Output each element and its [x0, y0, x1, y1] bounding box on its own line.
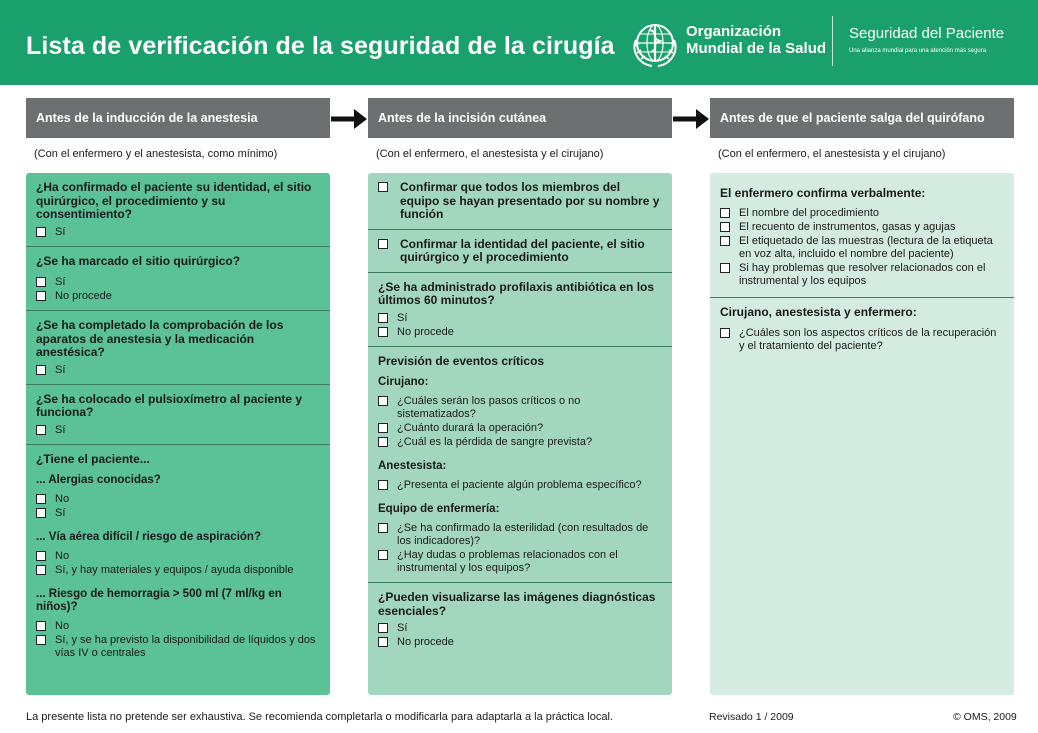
section-question: ¿Tiene el paciente... — [36, 451, 150, 466]
checklist-section — [368, 583, 672, 656]
option-label: Sí — [55, 423, 66, 436]
checklist-section — [26, 445, 330, 668]
checklist-option[interactable] — [720, 207, 1004, 220]
checkbox-icon[interactable] — [378, 423, 388, 433]
option-label: Confirmar la identidad del paciente, el sitio quirúrgico y el procedimiento — [400, 236, 645, 264]
option-label: Sí — [55, 225, 66, 238]
who-emblem-icon — [628, 16, 682, 70]
checklist-section — [710, 298, 1014, 361]
checklist-section — [26, 311, 330, 385]
option-label: ¿Cuánto durará la operación? — [397, 422, 544, 434]
page-header — [0, 0, 1038, 85]
who-name-line2: Mundial de la Salud — [686, 40, 827, 57]
checkbox-icon[interactable] — [36, 551, 46, 561]
checklist-column-exit — [710, 173, 1014, 695]
option-label: Sí, y hay materiales y equipos / ayuda disponible — [55, 564, 294, 576]
checklist-option[interactable] — [36, 620, 320, 633]
checkbox-icon[interactable] — [378, 480, 388, 490]
checklist-option[interactable] — [720, 221, 1004, 234]
checkbox-icon[interactable] — [378, 327, 388, 337]
option-label: Sí — [55, 276, 66, 288]
header-divider — [832, 16, 833, 66]
checkbox-icon[interactable] — [378, 637, 388, 647]
section-question: ¿Se ha marcado el sitio quirúrgico? — [36, 253, 241, 268]
option-label: Si hay problemas que resolver relacionados con el instrumental y los equipos — [739, 261, 986, 287]
checklist-option[interactable] — [36, 424, 320, 437]
checklist-option[interactable] — [36, 226, 320, 239]
section-question: ¿Se ha colocado el pulsioxímetro al paciente y funciona? — [36, 391, 303, 419]
checkbox-icon[interactable] — [720, 208, 730, 218]
checkbox-icon[interactable] — [720, 236, 730, 246]
section-question: ¿Ha confirmado el paciente su identidad, el sitio quirúrgico, el procedimiento y su consentimiento? — [36, 180, 312, 221]
footer-note: La presente lista no pretende ser exhaustiva. Se recomienda completarla o modificarla para adaptarla a la práctica local. — [26, 711, 613, 723]
checkbox-icon[interactable] — [36, 508, 46, 518]
column-participants-exit: (Con el enfermero, el anestesista y el cirujano) — [718, 148, 946, 160]
checkbox-icon[interactable] — [36, 635, 46, 645]
checkbox-icon[interactable] — [378, 239, 388, 249]
column-heading-induction: Antes de la inducción de la anestesia — [26, 98, 330, 138]
subgroup-label: Anestesista: — [378, 460, 447, 472]
checklist-section — [368, 347, 672, 584]
checklist-option[interactable] — [36, 364, 320, 377]
subgroup-label: ... Vía aérea difícil / riesgo de aspiración? — [36, 531, 261, 543]
checkbox-icon[interactable] — [378, 182, 388, 192]
checkbox-icon[interactable] — [36, 565, 46, 575]
section-question: El enfermero confirma verbalmente: — [720, 186, 926, 200]
checklist-section — [26, 385, 330, 445]
checkbox-icon[interactable] — [378, 523, 388, 533]
checkbox-icon[interactable] — [36, 494, 46, 504]
checklist-section — [368, 230, 672, 273]
subgroup-label: ... Riesgo de hemorragia > 500 ml (7 ml/kg en niños)? — [36, 588, 282, 613]
option-label: Sí — [55, 507, 66, 519]
checklist-option[interactable] — [378, 312, 662, 325]
checkbox-icon[interactable] — [36, 291, 46, 301]
patient-safety-title: Seguridad del Paciente — [849, 25, 1005, 42]
checklist-option[interactable] — [378, 522, 662, 548]
checkbox-icon[interactable] — [720, 263, 730, 273]
checkbox-icon[interactable] — [36, 227, 46, 237]
checklist-option[interactable] — [378, 436, 662, 449]
option-label: No — [55, 550, 70, 562]
checkbox-icon[interactable] — [378, 396, 388, 406]
checklist-option[interactable] — [378, 238, 662, 265]
checkbox-icon[interactable] — [378, 313, 388, 323]
patient-safety-tagline: Una alianza mundial para una atención más segura — [849, 48, 987, 54]
option-label: Sí — [397, 311, 408, 324]
checklist-option[interactable] — [36, 290, 320, 303]
option-label: El nombre del procedimiento — [739, 206, 880, 219]
subgroup-label: ... Alergias conocidas? — [36, 474, 161, 486]
checkbox-icon[interactable] — [378, 623, 388, 633]
checklist-option[interactable] — [36, 493, 320, 506]
option-label: ¿Cuáles son los aspectos críticos de la recuperación y el tratamiento del paciente? — [739, 327, 997, 352]
subgroup-label: Equipo de enfermería: — [378, 503, 500, 515]
option-label: No procede — [397, 636, 454, 648]
section-question: ¿Se ha completado la comprobación de los aparatos de anestesia y la medicación anestésica? — [36, 318, 284, 359]
section-question: ¿Se ha administrado profilaxis antibiótica en los últimos 60 minutos? — [378, 279, 655, 307]
checklist-section — [368, 273, 672, 347]
checklist-column-incision — [368, 173, 672, 695]
checklist-option[interactable] — [378, 549, 662, 575]
who-name — [686, 23, 826, 57]
checkbox-icon[interactable] — [36, 621, 46, 631]
checklist-option[interactable] — [36, 550, 320, 563]
checklist-option[interactable] — [378, 622, 662, 635]
checklist-option[interactable] — [720, 327, 1004, 353]
section-question: ¿Pueden visualizarse las imágenes diagnósticas esenciales? — [378, 590, 656, 618]
option-label: ¿Presenta el paciente algún problema específico? — [397, 479, 642, 491]
option-label: El recuento de instrumentos, gasas y agujas — [739, 220, 956, 233]
checklist-option[interactable] — [378, 422, 662, 435]
checklist-section — [26, 173, 330, 247]
option-label: Sí — [397, 622, 408, 634]
checkbox-icon[interactable] — [378, 550, 388, 560]
checklist-option[interactable] — [378, 181, 662, 222]
option-label: No procede — [55, 290, 112, 302]
checklist-option[interactable] — [36, 507, 320, 520]
checkbox-icon[interactable] — [378, 437, 388, 447]
column-participants-incision: (Con el enfermero, el anestesista y el cirujano) — [376, 148, 604, 160]
option-label: Confirmar que todos los miembros del equipo se hayan presentado por su nombre y función — [400, 180, 660, 221]
checklist-section — [710, 173, 1014, 298]
checklist-option[interactable] — [720, 262, 1004, 288]
checklist-column-induction — [26, 173, 330, 695]
option-label: Sí, y se ha previsto la disponibilidad de líquidos y dos vías IV o centrales — [55, 634, 316, 659]
checklist-option[interactable] — [378, 636, 662, 649]
footer-copyright: © OMS, 2009 — [953, 711, 1017, 723]
option-label: No — [55, 493, 70, 505]
checkbox-icon[interactable] — [720, 222, 730, 232]
checkbox-icon[interactable] — [720, 328, 730, 338]
checklist-section — [368, 173, 672, 230]
checklist-option[interactable] — [378, 479, 662, 492]
section-question: Previsión de eventos críticos — [378, 353, 545, 368]
arrow-right-icon — [672, 108, 710, 130]
option-label: ¿Hay dudas o problemas relacionados con el instrumental y los equipos? — [397, 549, 618, 574]
checklist-option[interactable] — [36, 564, 320, 577]
footer-revision: Revisado 1 / 2009 — [709, 711, 794, 723]
option-label: ¿Cuál es la pérdida de sangre prevista? — [397, 436, 593, 448]
option-label: ¿Se ha confirmado la esterilidad (con resultados de los indicadores)? — [397, 522, 649, 547]
arrow-right-icon — [330, 108, 368, 130]
checkbox-icon[interactable] — [36, 365, 46, 375]
checklist-section — [26, 247, 330, 312]
checkbox-icon[interactable] — [36, 425, 46, 435]
column-heading-exit: Antes de que el paciente salga del quirófano — [710, 98, 1014, 138]
subgroup-label: Cirujano: — [378, 376, 429, 388]
who-name-line1: Organización — [686, 23, 782, 40]
checklist-option[interactable] — [36, 276, 320, 289]
option-label: No — [55, 620, 70, 632]
checkbox-icon[interactable] — [36, 277, 46, 287]
page-title: Lista de verificación de la seguridad de la cirugía — [26, 32, 615, 60]
checklist-option[interactable] — [378, 326, 662, 339]
section-question: Cirujano, anestesista y enfermero: — [720, 304, 917, 319]
checklist-option[interactable] — [378, 395, 662, 421]
checklist-option[interactable] — [720, 235, 1004, 261]
column-heading-incision: Antes de la incisión cutánea — [368, 98, 672, 138]
option-label: Sí — [55, 363, 66, 376]
option-label: ¿Cuáles serán los pasos críticos o no sistematizados? — [397, 395, 581, 420]
checklist-option[interactable] — [36, 634, 320, 660]
column-participants-induction: (Con el enfermero y el anestesista, como mínimo) — [34, 148, 278, 160]
option-label: El etiquetado de las muestras (lectura de la etiqueta en voz alta, incluido el nombre del paciente) — [739, 234, 993, 260]
option-label: No procede — [397, 325, 454, 338]
